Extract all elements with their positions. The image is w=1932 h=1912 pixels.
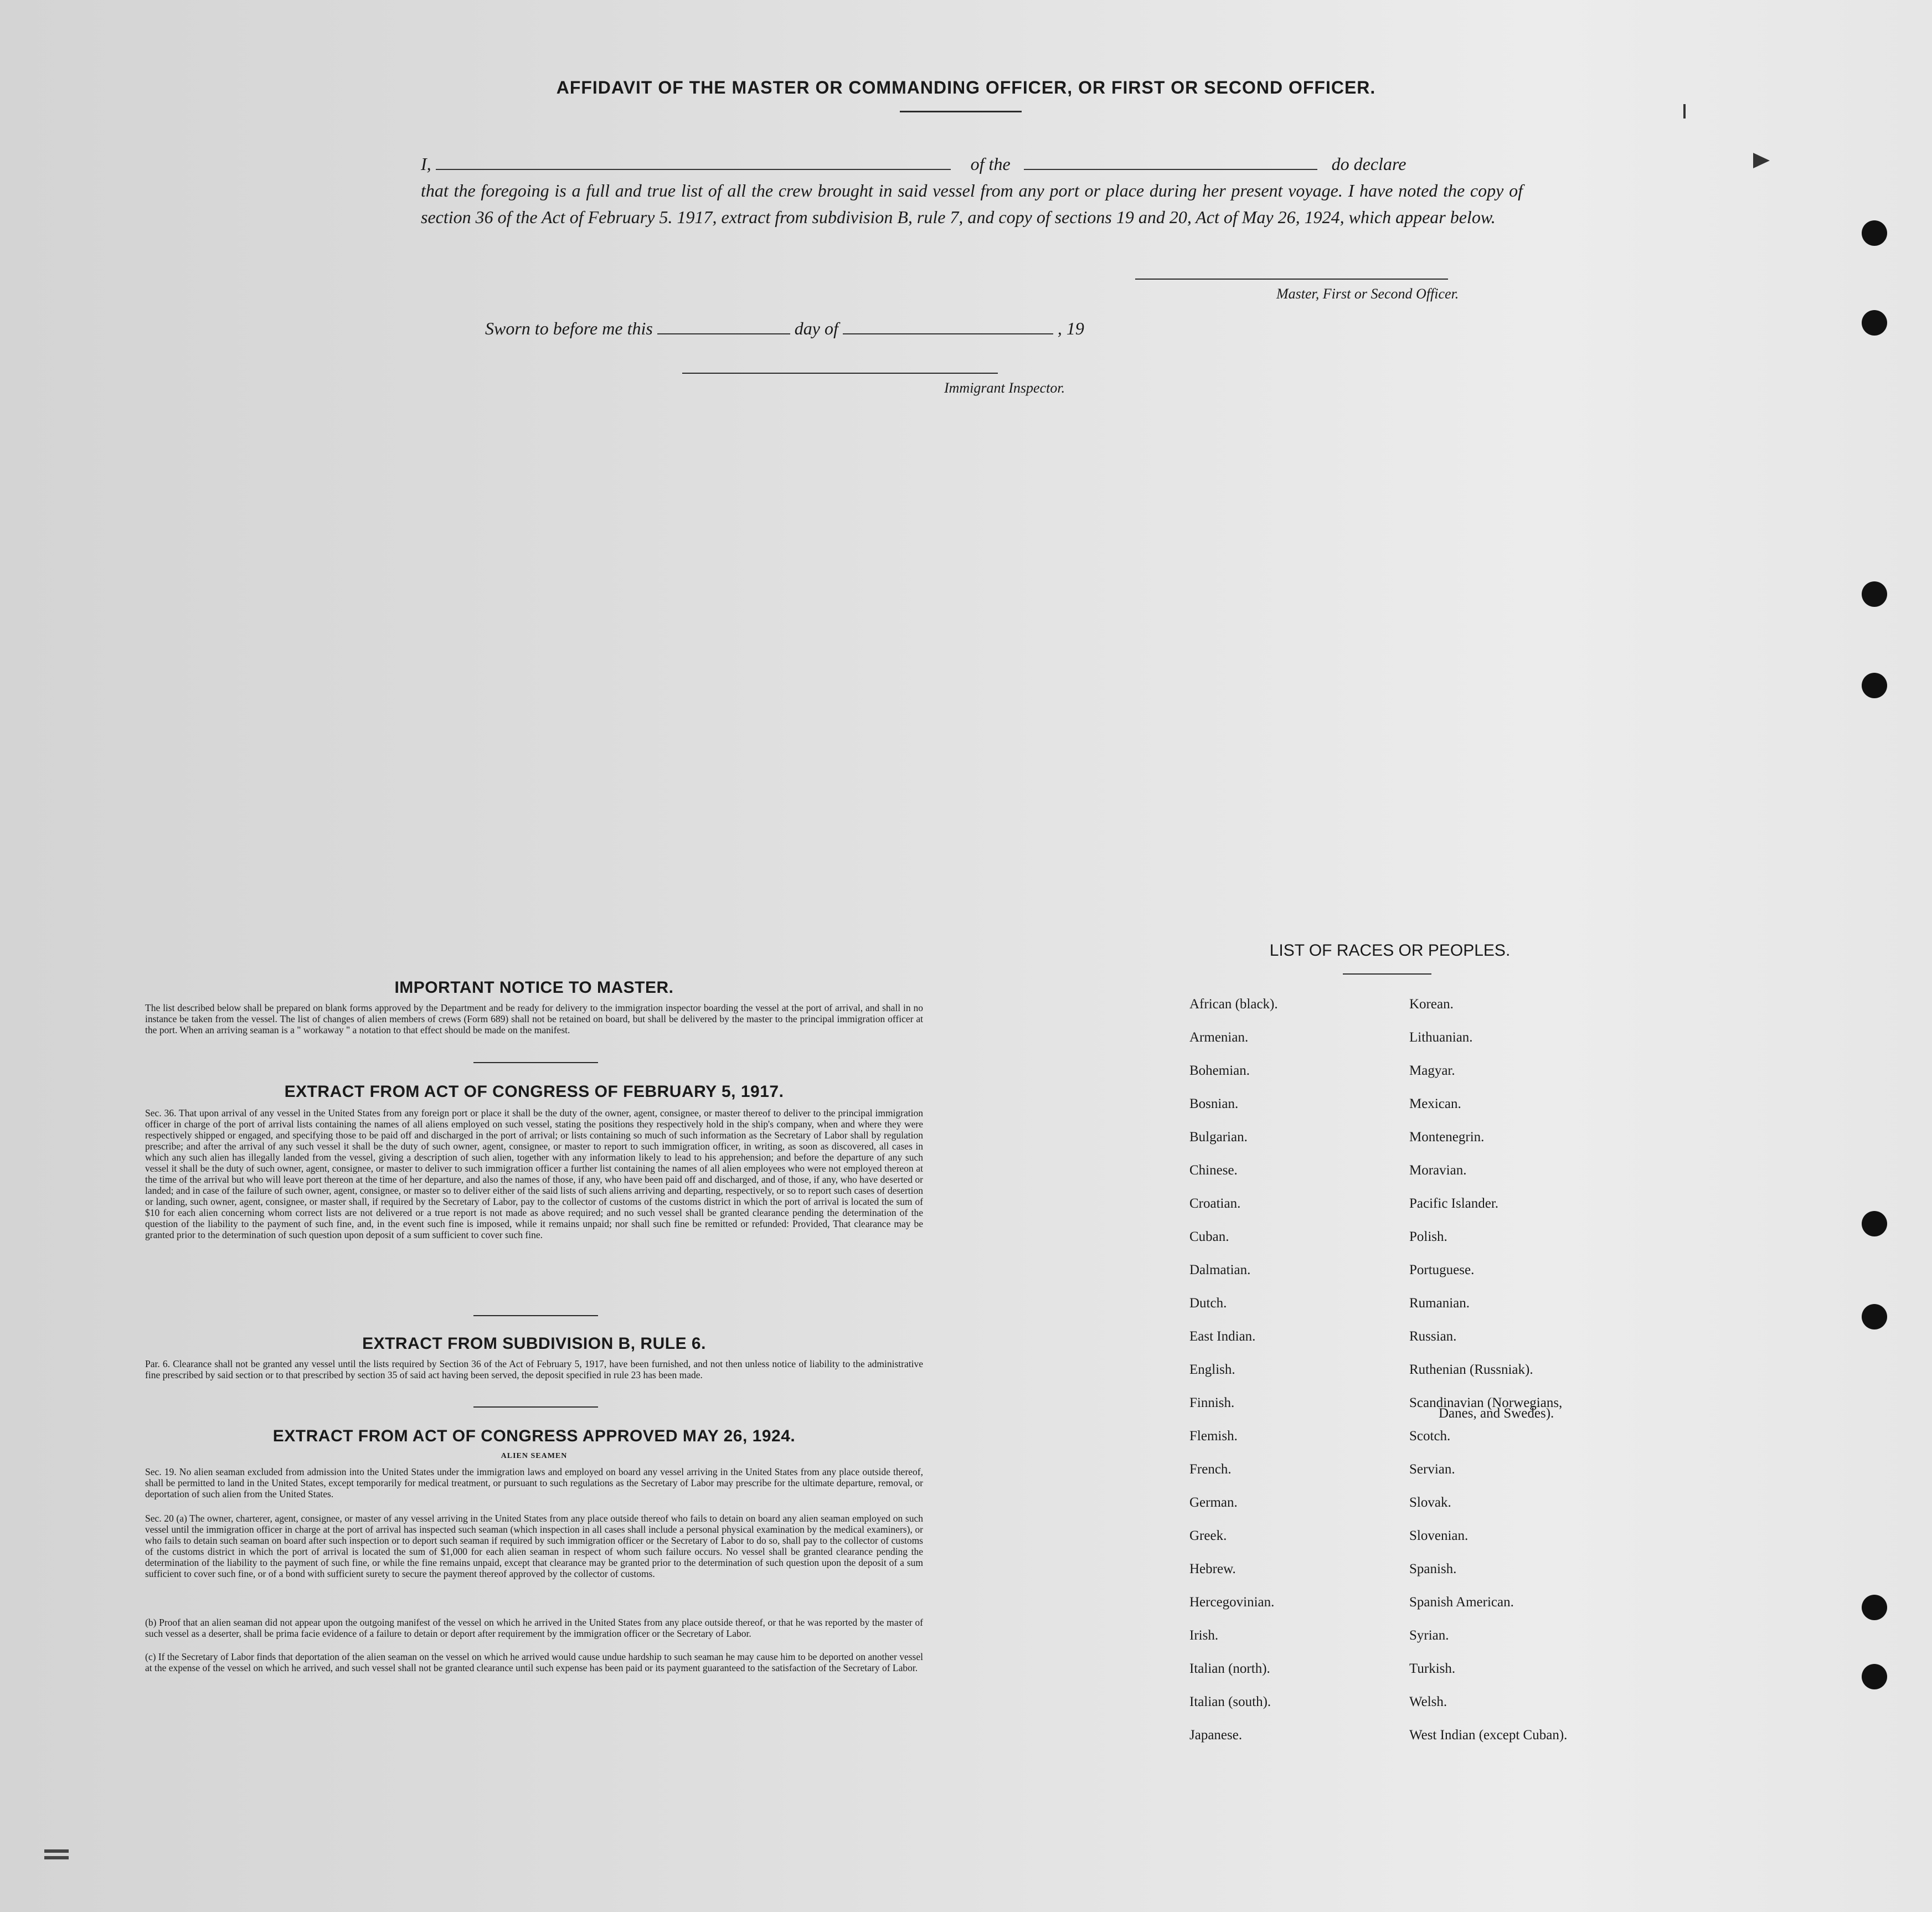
race-item: Magyar. xyxy=(1409,1063,1455,1078)
race-item: Syrian. xyxy=(1409,1628,1449,1643)
sworn-prefix: Sworn to before me this xyxy=(485,318,653,338)
divider-1 xyxy=(473,1062,598,1063)
race-item: Japanese. xyxy=(1189,1728,1243,1743)
declare-of-the: of the xyxy=(970,154,1011,174)
sworn-month-field[interactable] xyxy=(843,333,1053,334)
race-item: East Indian. xyxy=(1189,1329,1256,1344)
declare-do-declare: do declare xyxy=(1331,154,1407,174)
sworn-day-of: day of xyxy=(794,318,838,338)
act-1924-title: EXTRACT FROM ACT OF CONGRESS APPROVED MAY 26, 1924. xyxy=(272,1427,796,1445)
inspector-label: Immigrant Inspector. xyxy=(944,380,1065,396)
race-item: Irish. xyxy=(1189,1628,1219,1643)
race-item: Spanish American. xyxy=(1409,1595,1514,1610)
divider-2 xyxy=(473,1315,598,1316)
race-item: Italian (north). xyxy=(1189,1661,1270,1676)
race-item: Croatian. xyxy=(1189,1196,1241,1211)
race-item: Flemish. xyxy=(1189,1429,1238,1444)
race-item: Ruthenian (Russniak). xyxy=(1409,1362,1533,1377)
race-item: West Indian (except Cuban). xyxy=(1409,1728,1568,1743)
race-item: Portuguese. xyxy=(1409,1262,1475,1277)
race-item: Cuban. xyxy=(1189,1229,1229,1244)
act-1924-subtitle: ALIEN SEAMEN xyxy=(501,1452,568,1460)
act-1924-sec-19: Sec. 19. No alien seaman excluded from admission into the United States under the immigration laws and employed on board any vessel arriving in the United States from any place outside thereof, shall be permitted to land in the United States, except temporarily for medical treatment, or pursuant to such regulations as the Secretary of Labor may prescribe for the ultimate departure, removal, or deportation of such alien from the United States. xyxy=(145,1466,923,1499)
race-item: Hebrew. xyxy=(1189,1561,1236,1576)
race-item: Mexican. xyxy=(1409,1096,1461,1111)
race-item: Greek. xyxy=(1189,1528,1227,1543)
race-item: English. xyxy=(1189,1362,1235,1377)
binder-hole xyxy=(1862,1595,1887,1620)
race-item: Montenegrin. xyxy=(1409,1130,1485,1145)
race-item: Scotch. xyxy=(1409,1429,1451,1444)
act-1924-sec-20a: Sec. 20 (a) The owner, charterer, agent, consignee, or master of any vessel arriving in the United States from any place outside thereof who fails to detain on board any alien seaman employed on such vessel until the immigration officer in charge at the port of arrival has inspected such seaman (which inspection in all cases shall include a personal physical examination by the medical examiners), or who fails to detain such seaman on board after such inspection or to deport such seaman if required by such immigration officer or the Secretary of Labor to do so, shall pay to the collector of customs of the customs district in which the port of arrival is located the sum of $1,000 for each alien seaman in respect of whom such failure occurs. No vessel shall be granted clearance pending the determination of the liability to the payment of such fine, or while the fine remains unpaid, except that clearance may be granted prior to the determination of such question upon the deposit of a sum sufficient to cover such fine, or of a bond with sufficient surety to secure the payment thereof approved by the collector of customs. xyxy=(145,1513,923,1579)
affidavit-title: AFFIDAVIT OF THE MASTER OR COMMANDING OFFICER, OR FIRST OR SECOND OFFICER. xyxy=(556,78,1376,97)
race-item: Hercegovinian. xyxy=(1189,1595,1275,1610)
race-item: Turkish. xyxy=(1409,1661,1456,1676)
divider-3 xyxy=(473,1406,598,1408)
race-item: Rumanian. xyxy=(1409,1296,1470,1311)
race-item: Slovenian. xyxy=(1409,1528,1469,1543)
binder-hole xyxy=(1862,1664,1887,1689)
inspector-signature-line[interactable] xyxy=(682,373,998,374)
margin-tick-mark xyxy=(1683,104,1686,118)
race-item: Finnish. xyxy=(1189,1395,1235,1410)
race-item: African (black). xyxy=(1189,997,1278,1012)
vessel-name-field[interactable] xyxy=(1024,169,1317,170)
declarant-name-field[interactable] xyxy=(436,169,951,170)
sworn-year-prefix: , 19 xyxy=(1057,318,1084,338)
sworn-line xyxy=(485,318,1084,339)
binder-hole xyxy=(1862,673,1887,698)
act-1917-body: Sec. 36. That upon arrival of any vessel in the United States from any foreign port or place it shall be the duty of the owner, agent, consignee, or master thereof to deliver to the principal immigration officer in charge of the port of arrival lists containing the names of all aliens employed on such vessel, stating the positions they respectively hold in the ship's company, when and where they were respectively shipped or engaged, and specifying those to be paid off and discharged in the port of arrival; or lists containing so much of such information as the Secretary of Labor shall by regulation prescribe; and after the arrival of any such vessel it shall be the duty of such owner, agent, consignee, or master to report to such immigration officer, in writing, as soon as discovered, all cases in which any such alien has illegally landed from the vessel, giving a description of such alien, together with any information likely to lead to his apprehension; and before the departure of any such vessel it shall be the duty of such owner, agent, consignee, or master to deliver to such immigration officer a further list containing the names of all alien employees who were not employed thereon at the time of the arrival but who will leave port thereon at the time of her departure, and also the names of those, if any, who have been paid off and discharged, and of those, if any, who have deserted or landed; and in case of the failure of such owner, agent, consignee, or master so to deliver either of the said lists of such aliens arriving and departing, respectively, or so to report such cases of desertion or landing, such owner, agent, consignee, or master shall, if required by the Secretary of Labor, pay to the collector of customs of the customs district in which the port of arrival is located the sum of $10 for each alien concerning whom correct lists are not delivered or a true report is not made as above required; and no such vessel shall be granted clearance pending the determination of the question of the liability to the payment of such fine, and, in the event such fine is imposed, while it remains unpaid; nor shall such fine be remitted or refunded: Provided, That clearance may be granted prior to the determination of such question upon deposit of a sum sufficient to cover such fine. xyxy=(145,1107,923,1240)
race-item: Lithuanian. xyxy=(1409,1030,1473,1045)
binder-hole xyxy=(1862,1211,1887,1236)
margin-scratch-mark xyxy=(44,1849,69,1853)
declare-i: I, xyxy=(421,154,431,174)
race-item: Korean. xyxy=(1409,997,1454,1012)
race-item: Moravian. xyxy=(1409,1163,1467,1178)
act-1924-sec-20b: (b) Proof that an alien seaman did not appear upon the outgoing manifest of the vessel on which he arrived in the United States from any place outside thereof, or that he was reported by the master of such vessel as a deserter, shall be prima facie evidence of a failure to detain or deport after requirement by the immigration officer or the Secretary of Labor. xyxy=(145,1617,923,1639)
margin-arrow-icon xyxy=(1753,153,1770,168)
race-item: Russian. xyxy=(1409,1329,1457,1344)
master-signature-label: Master, First or Second Officer. xyxy=(1276,286,1459,302)
race-item: Welsh. xyxy=(1409,1694,1447,1709)
affidavit-statement: that the foregoing is a full and true list of all the crew brought in said vessel from any port or place during her present voyage. I have noted the copy of section 36 of the Act of February 5. 1917, extract from subdivision B, rule 7, and copy of sections 19 and 20, Act of May 26, 1924, which appear below. xyxy=(421,181,1523,227)
notice-body: The list described below shall be prepared on blank forms approved by the Department and be ready for delivery to the immigration inspector boarding the vessel at the port of arrival, and shall in no instance be taken from the vessel. The list of changes of alien members of crews (Form 689) shall not be retained on board, but shall be delivered by the master to the principal immigration officer at the port. When an arriving seaman is a " workaway " a notation to that effect should be made on the manifest. xyxy=(145,1002,923,1035)
master-signature-line[interactable] xyxy=(1135,279,1448,280)
act-1917-title: EXTRACT FROM ACT OF CONGRESS OF FEBRUARY 5, 1917. xyxy=(284,1083,784,1101)
declaration-line xyxy=(421,151,1523,177)
race-item: Slovak. xyxy=(1409,1495,1451,1510)
race-item: Pacific Islander. xyxy=(1409,1196,1499,1211)
race-item: Dutch. xyxy=(1189,1296,1227,1311)
race-item: Bulgarian. xyxy=(1189,1130,1248,1145)
binder-hole xyxy=(1862,310,1887,336)
race-item: Dalmatian. xyxy=(1189,1262,1251,1277)
race-item-scandinavian-cont: Danes, and Swedes). xyxy=(1439,1406,1554,1421)
race-item: French. xyxy=(1189,1462,1232,1477)
binder-hole xyxy=(1862,581,1887,607)
races-title: LIST OF RACES OR PEOPLES. xyxy=(1269,941,1511,960)
sworn-day-field[interactable] xyxy=(657,333,790,334)
title-underline xyxy=(900,111,1022,112)
binder-hole xyxy=(1862,1304,1887,1329)
rule-6-title: EXTRACT FROM SUBDIVISION B, RULE 6. xyxy=(362,1334,706,1353)
race-item: Chinese. xyxy=(1189,1163,1238,1178)
binder-hole xyxy=(1862,220,1887,246)
rule-6-body: Par. 6. Clearance shall not be granted any vessel until the lists required by Section 36 of the Act of February 5, 1917, have been furnished, and not then unless notice of liability to the administrative fine prescribed by said section or to that prescribed by section 35 of said act having been served, the deposit specified in rule 23 has been made. xyxy=(145,1358,923,1380)
notice-title: IMPORTANT NOTICE TO MASTER. xyxy=(394,978,674,997)
race-item: Bohemian. xyxy=(1189,1063,1250,1078)
race-item: Bosnian. xyxy=(1189,1096,1239,1111)
race-item: Spanish. xyxy=(1409,1561,1457,1576)
race-item: Scandinavian (Norwegians, xyxy=(1409,1395,1563,1410)
race-item: Armenian. xyxy=(1189,1030,1249,1045)
race-item: Polish. xyxy=(1409,1229,1447,1244)
race-item: Servian. xyxy=(1409,1462,1455,1477)
race-item: Italian (south). xyxy=(1189,1694,1271,1709)
races-title-underline xyxy=(1343,973,1431,975)
race-item: German. xyxy=(1189,1495,1238,1510)
act-1924-sec-20c: (c) If the Secretary of Labor finds that deportation of the alien seaman on the vessel on which he arrived would cause undue hardship to such seaman he may cause him to be deported on another vessel at the expense of the vessel on which he arrived, and such vessel shall not be granted clearance until such expense has been paid or its payment guaranteed to the satisfaction of the Secretary of Labor. xyxy=(145,1651,923,1673)
